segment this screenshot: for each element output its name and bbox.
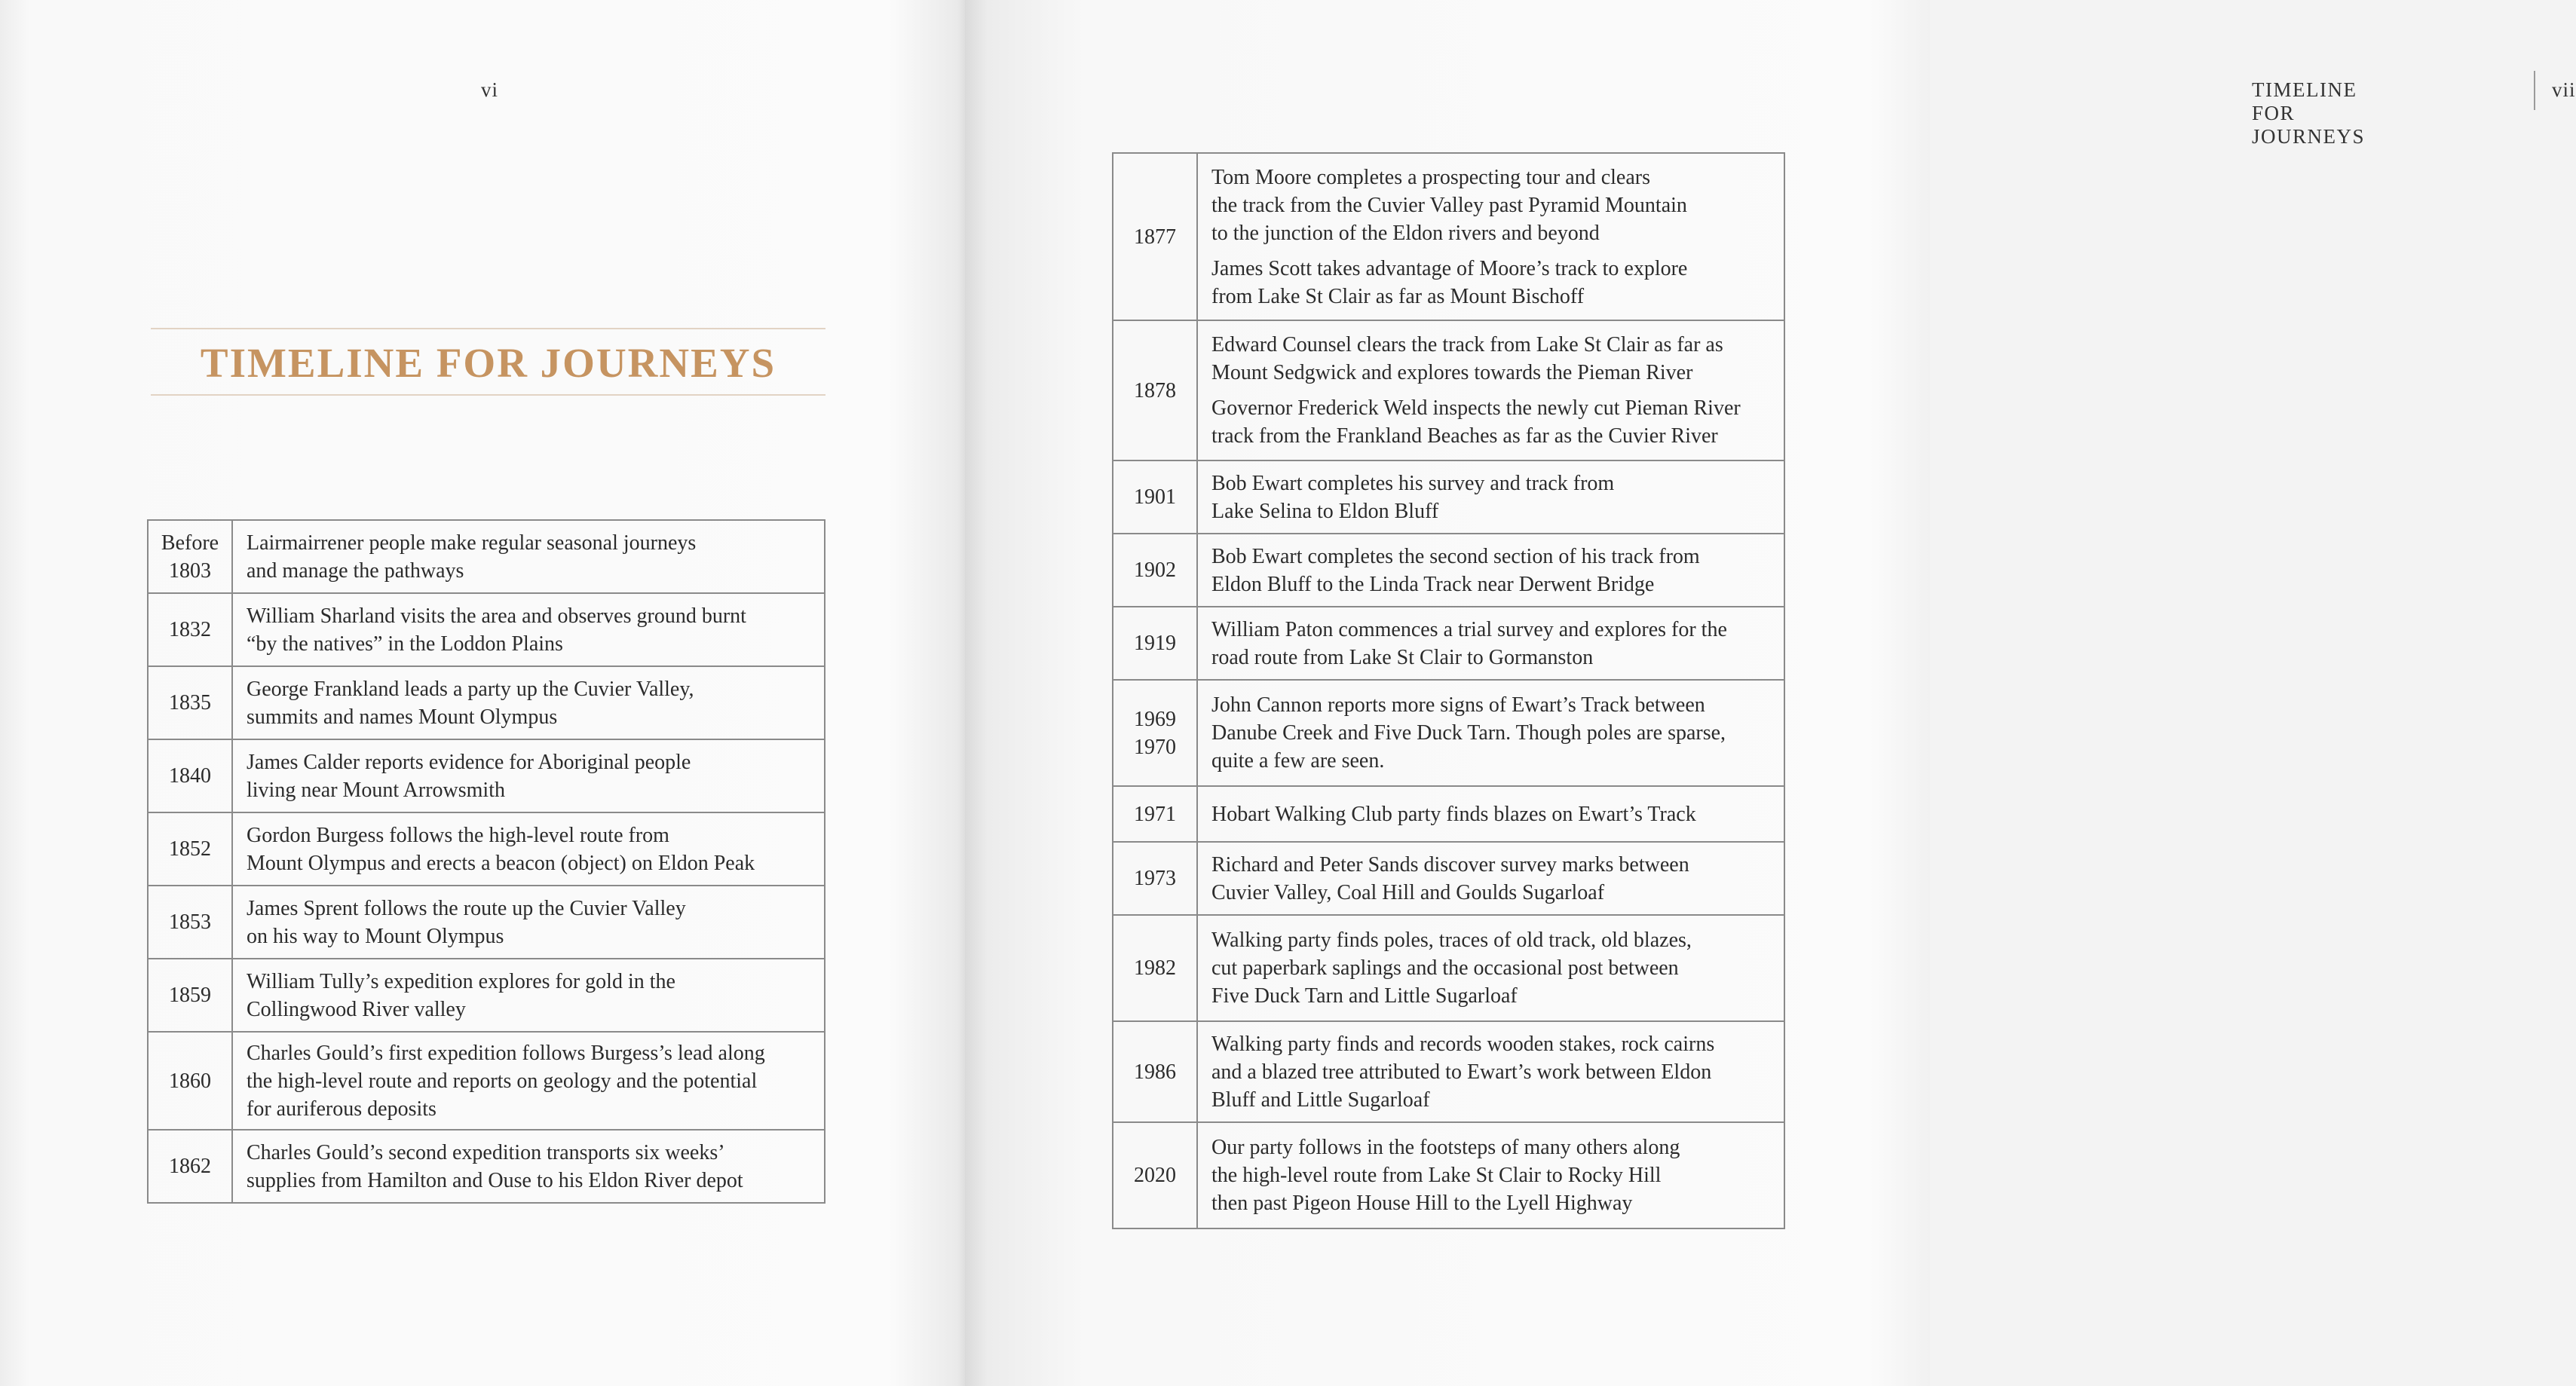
event-line: and a blazed tree attributed to Ewart’s work between Eldon	[1211, 1060, 1712, 1084]
event-paragraph	[247, 822, 810, 877]
timeline-row	[1113, 1021, 1784, 1122]
year-cell	[1113, 534, 1197, 607]
event-line: Governor Frederick Weld inspects the newly cut Pieman River	[1211, 396, 1741, 420]
year-cell	[1113, 460, 1197, 534]
event-line: then past Pigeon House Hill to the Lyell Highway	[1211, 1192, 1633, 1215]
timeline-row	[148, 1130, 825, 1203]
event-line: Charles Gould’s first expedition follows Burgess’s lead along	[247, 1041, 765, 1065]
timeline-row	[148, 520, 825, 593]
event-paragraph	[1211, 1134, 1770, 1217]
event-line: John Cannon reports more signs of Ewart’s Track between	[1211, 693, 1705, 717]
event-line: Richard and Peter Sands discover survey marks between	[1211, 852, 1689, 877]
timeline-row	[148, 959, 825, 1032]
event-cell	[232, 959, 825, 1032]
event-cell	[232, 593, 825, 666]
timeline-row	[1113, 153, 1784, 320]
running-head: TIMELINE FOR JOURNEYS	[2252, 78, 2366, 148]
event-line: Tom Moore completes a prospecting tour and clears	[1211, 165, 1650, 189]
event-line: living near Mount Arrowsmith	[247, 778, 505, 802]
year-text: Before	[161, 531, 219, 555]
timeline-row	[1113, 320, 1784, 460]
event-line: cut paperbark saplings and the occasional post between	[1211, 956, 1679, 980]
year-text: 1877	[1134, 225, 1176, 249]
event-cell	[232, 520, 825, 593]
event-paragraph	[247, 895, 810, 950]
event-cell	[1197, 534, 1784, 607]
event-line: quite a few are seen.	[1211, 749, 1385, 773]
year-text: 1859	[169, 984, 211, 1007]
timeline-row	[148, 666, 825, 739]
event-paragraph	[1211, 394, 1770, 450]
title-rule-top	[151, 328, 825, 329]
event-line: James Calder reports evidence for Aboriginal people	[247, 750, 691, 774]
event-cell	[1197, 915, 1784, 1021]
page-number-right: vii	[2552, 78, 2576, 101]
timeline-row	[148, 812, 825, 886]
year-text: 1835	[169, 691, 211, 714]
year-cell	[1113, 153, 1197, 320]
year-text: 2020	[1134, 1164, 1176, 1187]
event-cell	[1197, 153, 1784, 320]
event-line: Lairmairrener people make regular seasonal journeys	[247, 531, 697, 555]
event-cell	[232, 739, 825, 812]
event-paragraph	[1211, 543, 1770, 598]
year-cell	[1113, 320, 1197, 460]
event-paragraph	[1211, 691, 1770, 775]
year-cell	[148, 520, 232, 593]
event-line: Mount Olympus and erects a beacon (object) on Eldon Peak	[247, 851, 755, 875]
event-paragraph	[247, 602, 810, 658]
event-paragraph	[247, 748, 810, 804]
timeline-row	[1113, 786, 1784, 842]
year-cell	[148, 593, 232, 666]
event-cell	[1197, 1122, 1784, 1228]
timeline-table-right	[1112, 152, 1785, 1229]
timeline-row	[1113, 915, 1784, 1021]
running-head-divider	[2534, 71, 2535, 110]
year-cell	[1113, 680, 1197, 786]
year-text: 1970	[1134, 735, 1176, 759]
event-cell	[1197, 680, 1784, 786]
event-line: Five Duck Tarn and Little Sugarloaf	[1211, 984, 1518, 1008]
event-cell	[232, 1130, 825, 1203]
year-cell	[1113, 915, 1197, 1021]
event-line: the high-level route and reports on geology and the potential	[247, 1069, 758, 1093]
timeline-row	[1113, 842, 1784, 915]
event-line: Collingwood River valley	[247, 997, 466, 1021]
timeline-row	[148, 593, 825, 666]
title-rule-bottom	[151, 394, 825, 396]
event-paragraph	[247, 529, 810, 585]
event-cell	[1197, 320, 1784, 460]
event-line: Eldon Bluff to the Linda Track near Derwent Bridge	[1211, 572, 1655, 596]
year-text: 1971	[1134, 802, 1176, 826]
event-line: Bluff and Little Sugarloaf	[1211, 1088, 1430, 1112]
event-line: the high-level route from Lake St Clair to Rocky Hill	[1211, 1164, 1662, 1187]
event-line: William Paton commences a trial survey and explores for the	[1211, 617, 1727, 641]
event-line: the track from the Cuvier Valley past Pyramid Mountain	[1211, 193, 1687, 217]
year-text: 1878	[1134, 378, 1176, 402]
event-cell	[1197, 842, 1784, 915]
year-text: 1860	[169, 1069, 211, 1093]
year-text: 1803	[169, 558, 211, 583]
event-paragraph	[1211, 331, 1770, 387]
event-paragraph	[1211, 255, 1770, 311]
year-text: 1901	[1134, 485, 1176, 509]
timeline-row	[1113, 460, 1784, 534]
year-text: 1832	[169, 618, 211, 641]
event-paragraph	[1211, 164, 1770, 247]
timeline-row	[148, 886, 825, 959]
event-line: Charles Gould’s second expedition transports six weeks’	[247, 1140, 725, 1164]
event-line: William Tully’s expedition explores for gold in the	[247, 969, 675, 993]
event-paragraph	[247, 1039, 810, 1123]
year-cell	[1113, 1021, 1197, 1122]
chapter-title: TIMELINE FOR JOURNEYS	[200, 340, 776, 386]
event-paragraph	[247, 1139, 810, 1195]
event-line: Our party follows in the footsteps of many others along	[1211, 1136, 1680, 1159]
event-line: summits and names Mount Olympus	[247, 705, 558, 729]
year-cell	[148, 812, 232, 886]
timeline-row	[1113, 680, 1784, 786]
event-line: Walking party finds poles, traces of old track, old blazes,	[1211, 929, 1692, 952]
year-text: 1862	[169, 1155, 211, 1178]
event-line: Cuvier Valley, Coal Hill and Goulds Sugarloaf	[1211, 880, 1605, 904]
timeline-row	[1113, 534, 1784, 607]
event-line: and manage the pathways	[247, 558, 464, 583]
event-paragraph	[1211, 616, 1770, 672]
year-cell	[1113, 786, 1197, 842]
event-paragraph	[1211, 800, 1770, 828]
event-line: track from the Frankland Beaches as far as the Cuvier River	[1211, 424, 1718, 448]
event-line: on his way to Mount Olympus	[247, 924, 504, 948]
timeline-row	[148, 739, 825, 812]
year-cell	[148, 1130, 232, 1203]
event-line: road route from Lake St Clair to Gormanston	[1211, 645, 1594, 669]
year-text: 1986	[1134, 1060, 1176, 1084]
event-line: Mount Sedgwick and explores towards the Pieman River	[1211, 361, 1693, 384]
timeline-row	[148, 1032, 825, 1130]
page-number-left: vi	[481, 78, 499, 101]
event-cell	[232, 886, 825, 959]
event-cell	[232, 1032, 825, 1130]
timeline-row	[1113, 1122, 1784, 1228]
year-cell	[148, 739, 232, 812]
event-paragraph	[247, 675, 810, 731]
event-line: supplies from Hamilton and Ouse to his Eldon River depot	[247, 1168, 743, 1192]
year-cell	[1113, 842, 1197, 915]
year-text: 1852	[169, 837, 211, 861]
event-paragraph	[1211, 851, 1770, 907]
year-text: 1902	[1134, 558, 1176, 582]
event-line: from Lake St Clair as far as Mount Bischoff	[1211, 284, 1585, 308]
event-line: Walking party finds and records wooden stakes, rock cairns	[1211, 1032, 1715, 1056]
event-paragraph	[1211, 926, 1770, 1010]
timeline-table-left	[147, 519, 825, 1204]
event-line: Danube Creek and Five Duck Tarn. Though poles are sparse,	[1211, 721, 1726, 745]
event-line: Gordon Burgess follows the high-level route from	[247, 823, 669, 847]
year-cell	[148, 1032, 232, 1130]
year-text: 1840	[169, 764, 211, 788]
event-line: Bob Ewart completes his survey and track from	[1211, 471, 1615, 495]
event-cell	[1197, 460, 1784, 534]
timeline-row	[1113, 607, 1784, 680]
event-line: “by the natives” in the Loddon Plains	[247, 632, 563, 656]
event-cell	[232, 666, 825, 739]
year-text: 1973	[1134, 867, 1176, 890]
year-text: 1969	[1134, 707, 1176, 731]
event-cell	[1197, 786, 1784, 842]
event-line: George Frankland leads a party up the Cuvier Valley,	[247, 677, 694, 701]
year-cell	[1113, 607, 1197, 680]
event-line: Hobart Walking Club party finds blazes on Ewart’s Track	[1211, 802, 1696, 826]
year-text: 1853	[169, 910, 211, 934]
year-cell	[148, 886, 232, 959]
event-paragraph	[247, 968, 810, 1023]
event-paragraph	[1211, 1030, 1770, 1114]
year-text: 1982	[1134, 956, 1176, 980]
year-cell	[1113, 1122, 1197, 1228]
event-paragraph	[1211, 470, 1770, 525]
event-cell	[1197, 1021, 1784, 1122]
event-line: James Sprent follows the route up the Cuvier Valley	[247, 896, 686, 920]
event-cell	[1197, 607, 1784, 680]
year-cell	[148, 666, 232, 739]
event-line: Bob Ewart completes the second section of his track from	[1211, 544, 1700, 568]
event-line: to the junction of the Eldon rivers and beyond	[1211, 221, 1600, 245]
year-cell	[148, 959, 232, 1032]
event-line: James Scott takes advantage of Moore’s track to explore	[1211, 256, 1688, 280]
event-cell	[232, 812, 825, 886]
event-line: Lake Selina to Eldon Bluff	[1211, 499, 1439, 523]
event-line: Edward Counsel clears the track from Lake St Clair as far as	[1211, 333, 1723, 356]
year-text: 1919	[1134, 632, 1176, 655]
event-line: for auriferous deposits	[247, 1097, 436, 1121]
event-line: William Sharland visits the area and observes ground burnt	[247, 604, 746, 628]
